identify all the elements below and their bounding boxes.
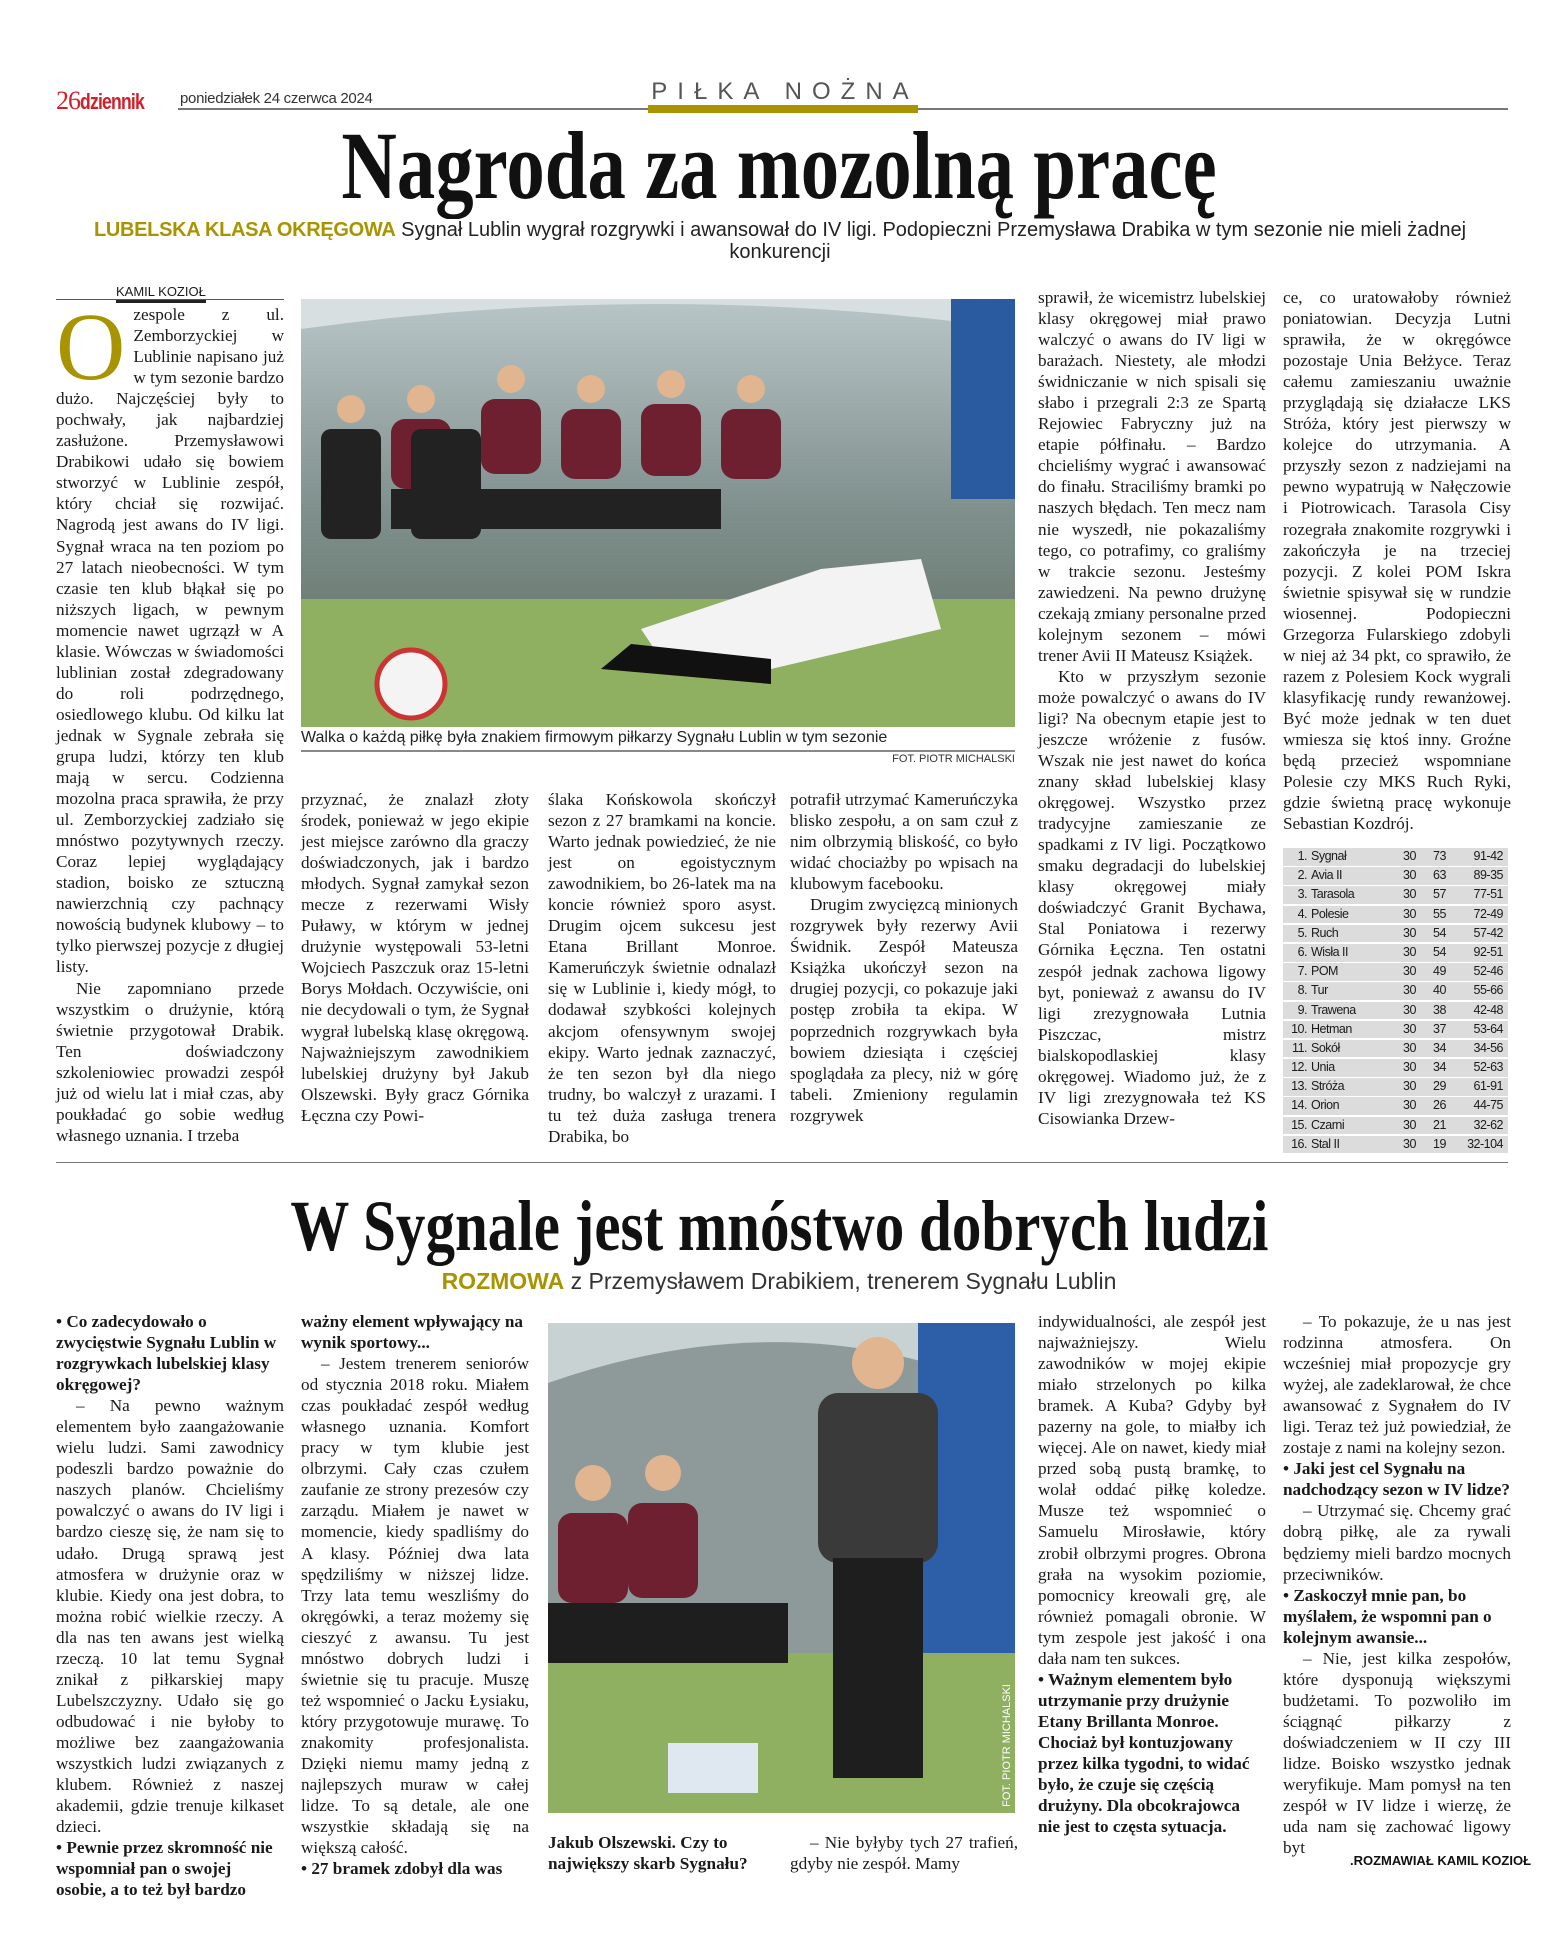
- table-cell: 12.: [1291, 1060, 1307, 1075]
- table-cell: 57: [1433, 887, 1446, 902]
- table-cell: 30: [1403, 925, 1416, 940]
- table-cell: 44-75: [1473, 1098, 1503, 1113]
- table-cell: 52-63: [1473, 1060, 1503, 1075]
- table-cell: 91-42: [1473, 849, 1503, 863]
- table-cell: 38: [1433, 1002, 1446, 1017]
- table-row: [1283, 1117, 1508, 1135]
- interview-column-6: [1283, 1311, 1532, 1871]
- table-cell: 14.: [1291, 1098, 1307, 1113]
- table-cell: 92-51: [1473, 944, 1503, 959]
- table-cell: 63: [1433, 868, 1446, 883]
- deck-kicker: ROZMOWA: [441, 1268, 565, 1294]
- table-cell: 30: [1403, 983, 1416, 998]
- table-cell: 19: [1433, 1136, 1446, 1151]
- table-cell: 4.: [1297, 906, 1307, 921]
- article-column-1: [56, 293, 284, 1145]
- article-divider: [56, 1162, 1508, 1163]
- table-cell: 32-104: [1467, 1136, 1503, 1151]
- answer: – Utrzymać się. Chcemy grać dobrą piłkę, ale za rywali będziemy mieli bardzo mocnych przeciwników.: [1283, 1501, 1511, 1584]
- article-column-4: [790, 789, 1018, 1130]
- headline-text: W Sygnale jest mnóstwo dobrych ludzi: [289, 1186, 1269, 1266]
- interview-headline: [0, 1185, 1558, 1268]
- table-cell: Orion: [1311, 1098, 1340, 1113]
- issue-date: poniedziałek 24 czerwca 2024: [180, 90, 373, 107]
- table-cell: Tur: [1311, 983, 1328, 998]
- answer: indywidualności, ale zespół jest najważniejszy. Wielu zawodników w mojej ekipie miało strzelonych po kilka bramek. A Kuba? Gdyby był pazerny na gole, to miałby ich więcej. Ale on nawet, kiedy miał przed sobą pustą bramkę, to wolał oddać piłkę koledze. Musze też wspomnieć o Samuelu Mirosławie, który zrobił olbrzymi progres. Obrona grała na wysokim poziomie, pomocnicy kreowali grę, ale również pomagali obronie. W tym zespole jest jakość i ona dała nam ten sukces.: [1038, 1312, 1266, 1668]
- table-cell: 7.: [1297, 964, 1307, 979]
- table-row: [1283, 963, 1508, 981]
- interview-signature: .ROZMAWIAŁ KAMIL KOZIOŁ: [1350, 1853, 1532, 1868]
- paragraph: zespole z ul. Zemborzyckiej w Lublinie napisano już w tym sezonie bardzo dużo. Najczęściej były to pochwały, jak najbardziej zasłużone. Przemysławowi Drabikowi udało się bowiem stworzyć w Lublinie zespół, który chciał się rozwijać. Nagrodą jest awans do IV ligi. Sygnał wraca na ten poziom po 27 latach nieobecności. W tym czasie ten klub błąkał się po niższych ligach, w pewnym momencie nawet ugrzązł w A klasie. Wówczas w świadomości lublinian został zdegradowany do roli podrzędnego, osiedlowego klubu. Od kilku lat jednak w Sygnale zebrała się grupa ludzi, którzy ten klub mają w sercu. Codzienna mozolna praca sprawiła, że przy ul. Zemborzyckiej zadziało się mnóstwo pozytywnych rzeczy. Coraz lepiej wyglądający stadion, boisko ze sztuczną nawierzchnią czy pachnący nowością budynek klubowy – to tylko pierwszej pozycje z długiej listy.: [56, 305, 284, 977]
- table-cell: 30: [1403, 944, 1416, 959]
- paragraph: Drugim zwycięzcą minionych rozgrywek były rezerwy Avii Świdnik. Zespół Mateusza Książka ukończył sezon na drugiej pozycji, co pokazuje jaki postęp zrobiła ta ekipa. W poprzednich rozgrywkach była bowiem dziesiąta i częściej spoglądała za plecy, niż w górę tabeli. Zmieniony regulamin rozgrywek: [790, 895, 1018, 1125]
- table-cell: 54: [1433, 925, 1446, 940]
- table-cell: 55-66: [1473, 983, 1503, 998]
- article-column-3: [548, 789, 776, 1146]
- photo-match-action: [301, 299, 1015, 727]
- table-cell: Wisła II: [1311, 944, 1348, 959]
- table-cell: 21: [1433, 1117, 1446, 1132]
- article-column-2: [301, 789, 529, 1130]
- table-cell: 77-51: [1473, 887, 1503, 902]
- question: Jakub Olszewski. Czy to największy skarb Sygnału?: [548, 1833, 748, 1874]
- table-cell: 5.: [1297, 925, 1307, 940]
- table-cell: Unia: [1311, 1060, 1335, 1075]
- interview-deck: [0, 1268, 1558, 1295]
- paragraph: Kto w przyszłym sezonie może powalczyć o awans do IV ligi? Na obecnym etapie jest to jeszcze wróżenie z fusów. Wszak nie jest nawet do końca znany skład lubelskiej klasy okręgowej. Wszystko przez tradycyjne zamieszanie ze spadkami z IV ligi. Początkowo smaku degradacji do lubelskiej klasy okręgowej miały doświadczyć Granit Bychawa, Stal Poniatowa i rezerwy Górnika Łęczna. Ten ostatni zespół jednak zachowa ligowy byt, ponieważ z awansu do IV ligi zrezygnowała Lutnia Piszczac, mistrz bialskopodlaskiej klasy okręgowej. Wiadomo już, że z IV ligi zrezygnowała też KS Cisowianka Drzew-: [1038, 666, 1266, 1128]
- table-cell: 37: [1433, 1021, 1446, 1036]
- table-cell: 11.: [1292, 1040, 1307, 1055]
- table-cell: 61-91: [1473, 1079, 1503, 1094]
- table-cell: Hetman: [1311, 1021, 1352, 1036]
- answer: – Na pewno ważnym elementem było zaangażowanie wielu ludzi. Sami zawodnicy podeszli bardzo poważnie do naszych planów. Chcieliśmy powalczyć o awans do IV ligi i bardzo cieszę się, że nam się to udało. Drugą sprawą jest atmosfera w drużynie oraz w klubie. Kiedy ona jest dobra, to można robić wielkie rzeczy. A dla nas ten awans jest wielką rzeczą. 10 lat temu Sygnał znikał z piłkarskiej mapy Lubelszczyzny. Udało się go odbudować i nie byłoby to możliwe bez zaangażowania wszystkich ludzi związanych z klubem. Również z naszej akademii, gdzie trenuje kilkaset dzieci.: [56, 1396, 284, 1837]
- answer: – Nie byłyby tych 27 trafień, gdyby nie zespół. Mamy: [790, 1833, 1018, 1874]
- table-cell: 2.: [1297, 868, 1307, 883]
- table-cell: 73: [1433, 849, 1446, 863]
- table-cell: POM: [1311, 964, 1338, 979]
- table-row: [1283, 906, 1508, 924]
- answer: – To pokazuje, że u nas jest rodzinna atmosfera. On wcześniej miał propozycje gry wyżej, ale zadeklarował, że chce awansować z Sygnałem do IV ligi. Teraz też już powiedział, że zostaje z nami na kolejny sezon.: [1283, 1312, 1511, 1458]
- table-cell: Sokół: [1311, 1040, 1340, 1055]
- photo-image: [548, 1323, 1015, 1813]
- question: • Co zadecydowało o zwycięstwie Sygnału Lublin w rozgrywkach lubelskiej klasy okręgowej?: [56, 1312, 277, 1395]
- table-cell: 34-56: [1473, 1040, 1503, 1055]
- photo-image: [301, 299, 1015, 727]
- deck-text: z Przemysławem Drabikiem, trenerem Sygnału Lublin: [570, 1268, 1117, 1294]
- table-cell: Stal II: [1311, 1136, 1340, 1151]
- table-row: [1283, 1059, 1508, 1077]
- table-cell: 30: [1403, 1079, 1416, 1094]
- table-cell: Polesie: [1311, 906, 1349, 921]
- logo-text: dziennik: [80, 89, 145, 114]
- paragraph: sprawił, że wicemistrz lubelskiej klasy okręgowej miał prawo walczyć o awans do IV ligi w barażach. Niestety, ale młodzi świdniczanie w nich spisali się słabo i przegrali 2:3 ze Spartą Rejowiec Fabryczny już na etapie półfinału. – Bardzo chcieliśmy wygrać i awansować do finału. Straciliśmy bramki po naszych błędach. Ten mecz nam nie wyszedł, nie pokazaliśmy tego, co potrafimy, co graliśmy w trakcie sezonu. Jesteśmy zawiedzeni. Na pewno drużynę czekają zmiany personalne przed kolejnym sezonem – mówi trener Avii II Mateusz Książek.: [1038, 288, 1266, 665]
- table-cell: 49: [1433, 964, 1446, 979]
- author: KAMIL KOZIOŁ: [116, 284, 206, 303]
- table-cell: 30: [1403, 964, 1416, 979]
- table-cell: 26: [1433, 1098, 1446, 1113]
- table-cell: 30: [1403, 887, 1416, 902]
- table-cell: Trawena: [1311, 1002, 1356, 1017]
- table-cell: 30: [1403, 906, 1416, 921]
- table-cell: 32-62: [1473, 1117, 1503, 1132]
- league-table: [1283, 848, 1508, 1155]
- interview-column-3: [548, 1832, 776, 1876]
- table-row: [1283, 1021, 1508, 1039]
- page-number: 26: [56, 86, 80, 115]
- question: • Ważnym elementem było utrzymanie przy drużynie Etany Brillanta Monroe. Chociaż był kontuzjowany przez kilka tygodni, to widać było, że czuje się częścią drużyny. Dla obcokrajowca nie jest to częsta sytuacja.: [1038, 1669, 1250, 1837]
- table-cell: 57-42: [1473, 925, 1503, 940]
- headline-text: Nagroda za mozolną pracę: [341, 112, 1217, 219]
- table-cell: 30: [1403, 1098, 1416, 1113]
- table-cell: 89-35: [1473, 868, 1503, 883]
- table-cell: 53-64: [1473, 1021, 1503, 1036]
- table-cell: 30: [1403, 849, 1416, 863]
- table-row: [1283, 1136, 1508, 1154]
- paragraph: ce, co uratowałoby również poniatowian. Decyzja Lutni sprawiła, że w okręgówce pozostaje Unia Bełżyce. Teraz całemu zamieszaniu uważnie przyglądają się działacze LKS Stróża, który jest pierwszy w kolejce do utrzymania. A przyszły sezon z nadziejami na pewno wypatrują w Nałęczowie i Piotrowicach. Tarasola Cisy rozegrała znakomite rozgrywki i zakończyła je na trzeciej pozycji. Z kolei POM Iskra świetnie spisywał się w rundzie wiosennej. Podopieczni Grzegorza Fularskiego zdobyli w niej aż 34 pkt, co sprawiło, że razem z Polesiem Kock wygrali klasyfikację rundy rewanżowej. Być może jednak w ten duet wmiesza się ktoś inny. Groźne będą przecież wspomniane Polesie czy MKS Ruch Ryki, gdzie świetną pracę wykonuje Sebastian Kozdrój.: [1283, 288, 1511, 834]
- table-cell: 10.: [1291, 1021, 1307, 1036]
- table-row: [1283, 1078, 1508, 1096]
- table-cell: 3.: [1297, 887, 1307, 902]
- interview-column-4: [790, 1832, 1018, 1876]
- table-cell: 54: [1433, 944, 1446, 959]
- table-row: [1283, 1002, 1508, 1020]
- table-row: [1283, 886, 1508, 904]
- table-cell: 6.: [1297, 944, 1307, 959]
- table-row: [1283, 925, 1508, 943]
- table-cell: Ruch: [1311, 925, 1339, 940]
- table-cell: 30: [1403, 1040, 1416, 1055]
- table-cell: Avia II: [1311, 868, 1343, 883]
- table-cell: 13.: [1291, 1079, 1307, 1094]
- table-row: [1283, 1040, 1508, 1058]
- photo-caption: Walka o każdą piłkę była znakiem firmowym piłkarzy Sygnału Lublin w tym sezonie: [301, 727, 1015, 752]
- answer: – Nie, jest kilka zespołów, które dysponują większymi budżetami. To pozwoliło im ściągnąć piłkarzy z doświadczeniem w II czy III lidze. Boisko wszystko jednak weryfikuje. Mam pomysł na ten zespół w IV lidze i wierzę, że uda nam się zachować ligowy byt: [1283, 1648, 1511, 1858]
- table-cell: 40: [1433, 983, 1446, 998]
- paragraph: Nie zapomniano przede wszystkim o drużynie, którą świetnie przygotował Drabik. Ten doświadczony szkoleniowiec prowadzi zespół już od wielu lat i miał czas, aby poukładać go sobie według własnego uznania. I trzeba: [56, 978, 284, 1145]
- table-cell: 30: [1403, 1136, 1416, 1151]
- table-cell: Stróża: [1311, 1079, 1345, 1094]
- photo-coach: [548, 1323, 1015, 1813]
- article-column-5: [1038, 287, 1266, 1130]
- table-cell: 30: [1403, 1002, 1416, 1017]
- table-cell: 9.: [1297, 1002, 1307, 1017]
- question: ważny element wpływający na wynik sportowy...: [301, 1312, 523, 1353]
- drop-cap: O: [56, 293, 126, 400]
- table-row: [1283, 944, 1508, 962]
- table-cell: 30: [1403, 868, 1416, 883]
- question: • Zaskoczył mnie pan, bo myślałem, że wspomni pan o kolejnym awansie...: [1283, 1585, 1492, 1647]
- table-cell: 34: [1433, 1040, 1446, 1055]
- table-cell: Sygnał: [1311, 849, 1347, 863]
- question: • 27 bramek zdobył dla was: [301, 1859, 503, 1879]
- table-cell: 30: [1403, 1060, 1416, 1075]
- table-cell: 52-46: [1473, 964, 1503, 979]
- photo-credit: FOT. PIOTR MICHALSKI: [1001, 1684, 1013, 1807]
- table-cell: 30: [1403, 1021, 1416, 1036]
- table-cell: 16.: [1291, 1136, 1307, 1151]
- table-cell: Czarni: [1311, 1117, 1345, 1132]
- table-cell: 8.: [1297, 983, 1307, 998]
- interview-column-5: [1038, 1311, 1266, 1871]
- table-cell: 55: [1433, 906, 1446, 921]
- table-cell: 29: [1433, 1079, 1446, 1094]
- paragraph: potrafił utrzymać Kameruńczyka blisko zespołu, a on sam czuł z nim olbrzymią bliskość, co było widać chociażby po wpisach na klubowym facebooku.: [790, 790, 1018, 894]
- interview-column-1: [56, 1311, 284, 1900]
- table-row: [1283, 867, 1508, 885]
- table-cell: 30: [1403, 1117, 1416, 1132]
- question: • Jaki jest cel Sygnału na nadchodzący sezon w IV lidze?: [1283, 1459, 1510, 1500]
- paragraph: ślaka Końskowola skończył sezon z 27 bramkami na koncie. Warto jednak powiedzieć, że nie jest on egoistycznym zawodnikiem, bo 26-latek ma na koncie również sporo asyst. Drugim ojcem sukcesu jest Etana Brillant Monroe. Kameruńczyk świetnie odnalazł się w Lublinie i, kiedy mógł, to dodawał szybkości kolejnych akcjom ofensywnym swojej ekipy. Warto jednak zaznaczyć, że ten sezon był dla niego trudny, bo walczył z urazami. I tu też duża zasługa trenera Drabika, bo: [548, 790, 776, 1146]
- article-headline: [0, 110, 1558, 221]
- table-cell: 1.: [1297, 849, 1307, 863]
- deck-text: Sygnał Lublin wygrał rozgrywki i awansował do IV ligi. Podopieczni Przemysława Drabika w tym sezonie nie mieli żadnej konkurencji: [401, 219, 1467, 263]
- table-cell: 34: [1433, 1060, 1446, 1075]
- section-label: PIŁKA NOŻNA: [651, 78, 919, 105]
- table-cell: 72-49: [1473, 906, 1503, 921]
- table-row: [1283, 982, 1508, 1000]
- answer: – Jestem trenerem seniorów od stycznia 2018 roku. Miałem czas poukładać zespół według własnego uznania. Komfort pracy w tym klubie jest olbrzymi. Cały czas czułem zaufanie ze strony prezesów czy zarządu. Miałem je nawet w momencie, kiedy spadliśmy do A klasy. Później dwa lata spędziliśmy w niższej lidze. Trzy lata temu weszliśmy do okręgówki, a teraz możemy się cieszyć z awansu. Tu jest mnóstwo dobrych ludzi i świetnie się tu pracuje. Muszę też wspomnieć o Jacku Łysiaku, który przygotowuje murawę. To znakomity profesjonalista. Dzięki niemu mamy jedną z najlepszych muraw w całej lidze. To są detale, ale one wszystkie składają się na większą całość.: [301, 1354, 529, 1858]
- interview-column-2: [301, 1311, 529, 1879]
- photo-credit: FOT. PIOTR MICHALSKI: [892, 753, 1015, 765]
- table-cell: 15.: [1291, 1117, 1307, 1132]
- paragraph: przyznać, że znalazł złoty środek, ponieważ w jego ekipie jest miejsce zarówno dla graczy doświadczonych, jak i bardzo młodych. Sygnał zamykał sezon mecze z rezerwami Wisły Puławy, w którym w jednej drużynie występowali 53-letni Wojciech Paszczuk oraz 15-letni Borys Mołdach. Oczywiście, oni nie decydowali o tym, że Sygnał wygrał lubelską klasę okręgową. Najważniejszym zawodnikiem lubelskiej drużyny był Jakub Olszewski. Były gracz Górnika Łęczna czy Powi-: [301, 790, 529, 1125]
- question: • Pewnie przez skromność nie wspomniał pan o swojej osobie, a to też był bardzo: [56, 1838, 273, 1900]
- table-cell: 42-48: [1473, 1002, 1503, 1017]
- table-row: [1283, 848, 1508, 866]
- table-cell: Tarasola: [1311, 887, 1355, 902]
- table-row: [1283, 1097, 1508, 1115]
- article-column-6: [1283, 287, 1511, 844]
- article-deck: [70, 219, 1490, 263]
- deck-kicker: LUBELSKA KLASA OKRĘGOWA: [93, 219, 396, 241]
